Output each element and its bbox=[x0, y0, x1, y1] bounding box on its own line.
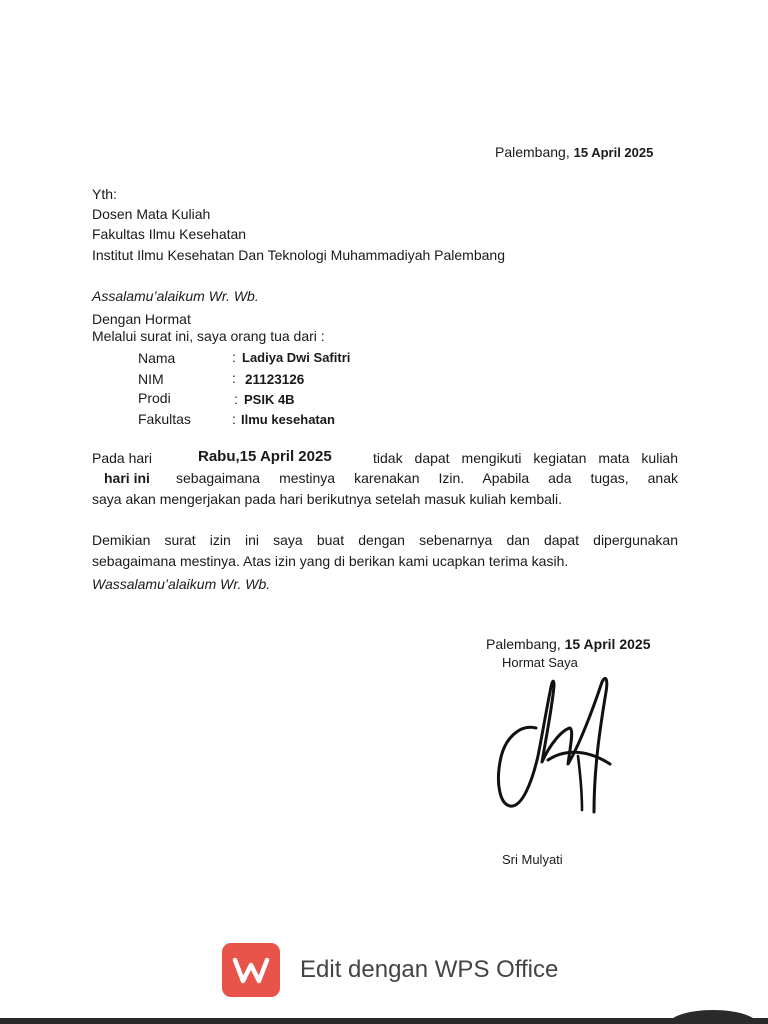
para1-rest1: tidak dapat mengikuti kegiatan mata kuliah bbox=[373, 450, 678, 466]
field-label-fakultas: Fakultas bbox=[138, 411, 191, 427]
para1-line3: saya akan mengerjakan pada hari berikutnya setelah masuk kuliah kembali. bbox=[92, 491, 563, 507]
para2-line1: Demikian surat izin ini saya buat dengan sebenarnya dan dapat dipergunakan bbox=[92, 532, 678, 548]
field-colon-nama: : bbox=[232, 349, 236, 365]
para1-rest2: sebagaimana mestinya karenakan Izin. Apabila ada tugas, anak bbox=[176, 470, 678, 486]
field-value-nama: Ladiya Dwi Safitri bbox=[242, 350, 351, 365]
handwritten-signature bbox=[490, 672, 620, 822]
bottom-bar bbox=[0, 1018, 768, 1024]
field-label-prodi: Prodi bbox=[138, 390, 171, 406]
field-label-nama: Nama bbox=[138, 350, 176, 366]
wps-logo bbox=[222, 943, 280, 997]
sign-place-date bbox=[486, 636, 650, 652]
wps-edit-link[interactable]: Edit dengan WPS Office bbox=[300, 956, 559, 983]
field-value-prodi: PSIK 4B bbox=[244, 392, 295, 407]
para1-date: Rabu,15 April 2025 bbox=[198, 448, 332, 465]
top-place: Palembang, bbox=[495, 144, 570, 160]
dengan-hormat: Dengan Hormat bbox=[92, 311, 191, 327]
hormat-saya: Hormat Saya bbox=[502, 655, 578, 670]
top-date: 15 April 2025 bbox=[573, 145, 654, 160]
recipient-line3: Institut Ilmu Kesehatan Dan Teknologi Muhammadiyah Palembang bbox=[92, 247, 505, 263]
field-label-nim: NIM bbox=[138, 371, 164, 387]
salam-close: Wassalamu’alaikum Wr. Wb. bbox=[92, 576, 271, 592]
wps-w-icon bbox=[232, 955, 270, 985]
signer-name: Sri Mulyati bbox=[502, 852, 563, 867]
salam-open: Assalamu’alaikum Wr. Wb. bbox=[92, 288, 259, 304]
para1-pada-hari: Pada hari bbox=[92, 450, 152, 466]
bottom-knob bbox=[668, 1010, 758, 1024]
recipient-line1: Dosen Mata Kuliah bbox=[92, 206, 211, 222]
para1-hari-ini: hari ini bbox=[104, 470, 150, 486]
field-colon-nim: : bbox=[232, 370, 236, 386]
recipient-line2: Fakultas Ilmu Kesehatan bbox=[92, 226, 247, 242]
field-colon-prodi: : bbox=[234, 391, 238, 407]
recipient-yth: Yth: bbox=[92, 186, 117, 202]
intro-text: Melalui surat ini, saya orang tua dari : bbox=[92, 328, 325, 344]
field-value-fakultas: Ilmu kesehatan bbox=[241, 412, 335, 427]
para2-line2: sebagaimana mestinya. Atas izin yang di berikan kami ucapkan terima kasih. bbox=[92, 553, 569, 569]
field-colon-fakultas: : bbox=[232, 411, 236, 427]
sign-date: 15 April 2025 bbox=[564, 636, 651, 652]
top-place-date bbox=[495, 144, 653, 160]
sign-place: Palembang, bbox=[486, 636, 561, 652]
field-value-nim: 21123126 bbox=[245, 372, 305, 387]
